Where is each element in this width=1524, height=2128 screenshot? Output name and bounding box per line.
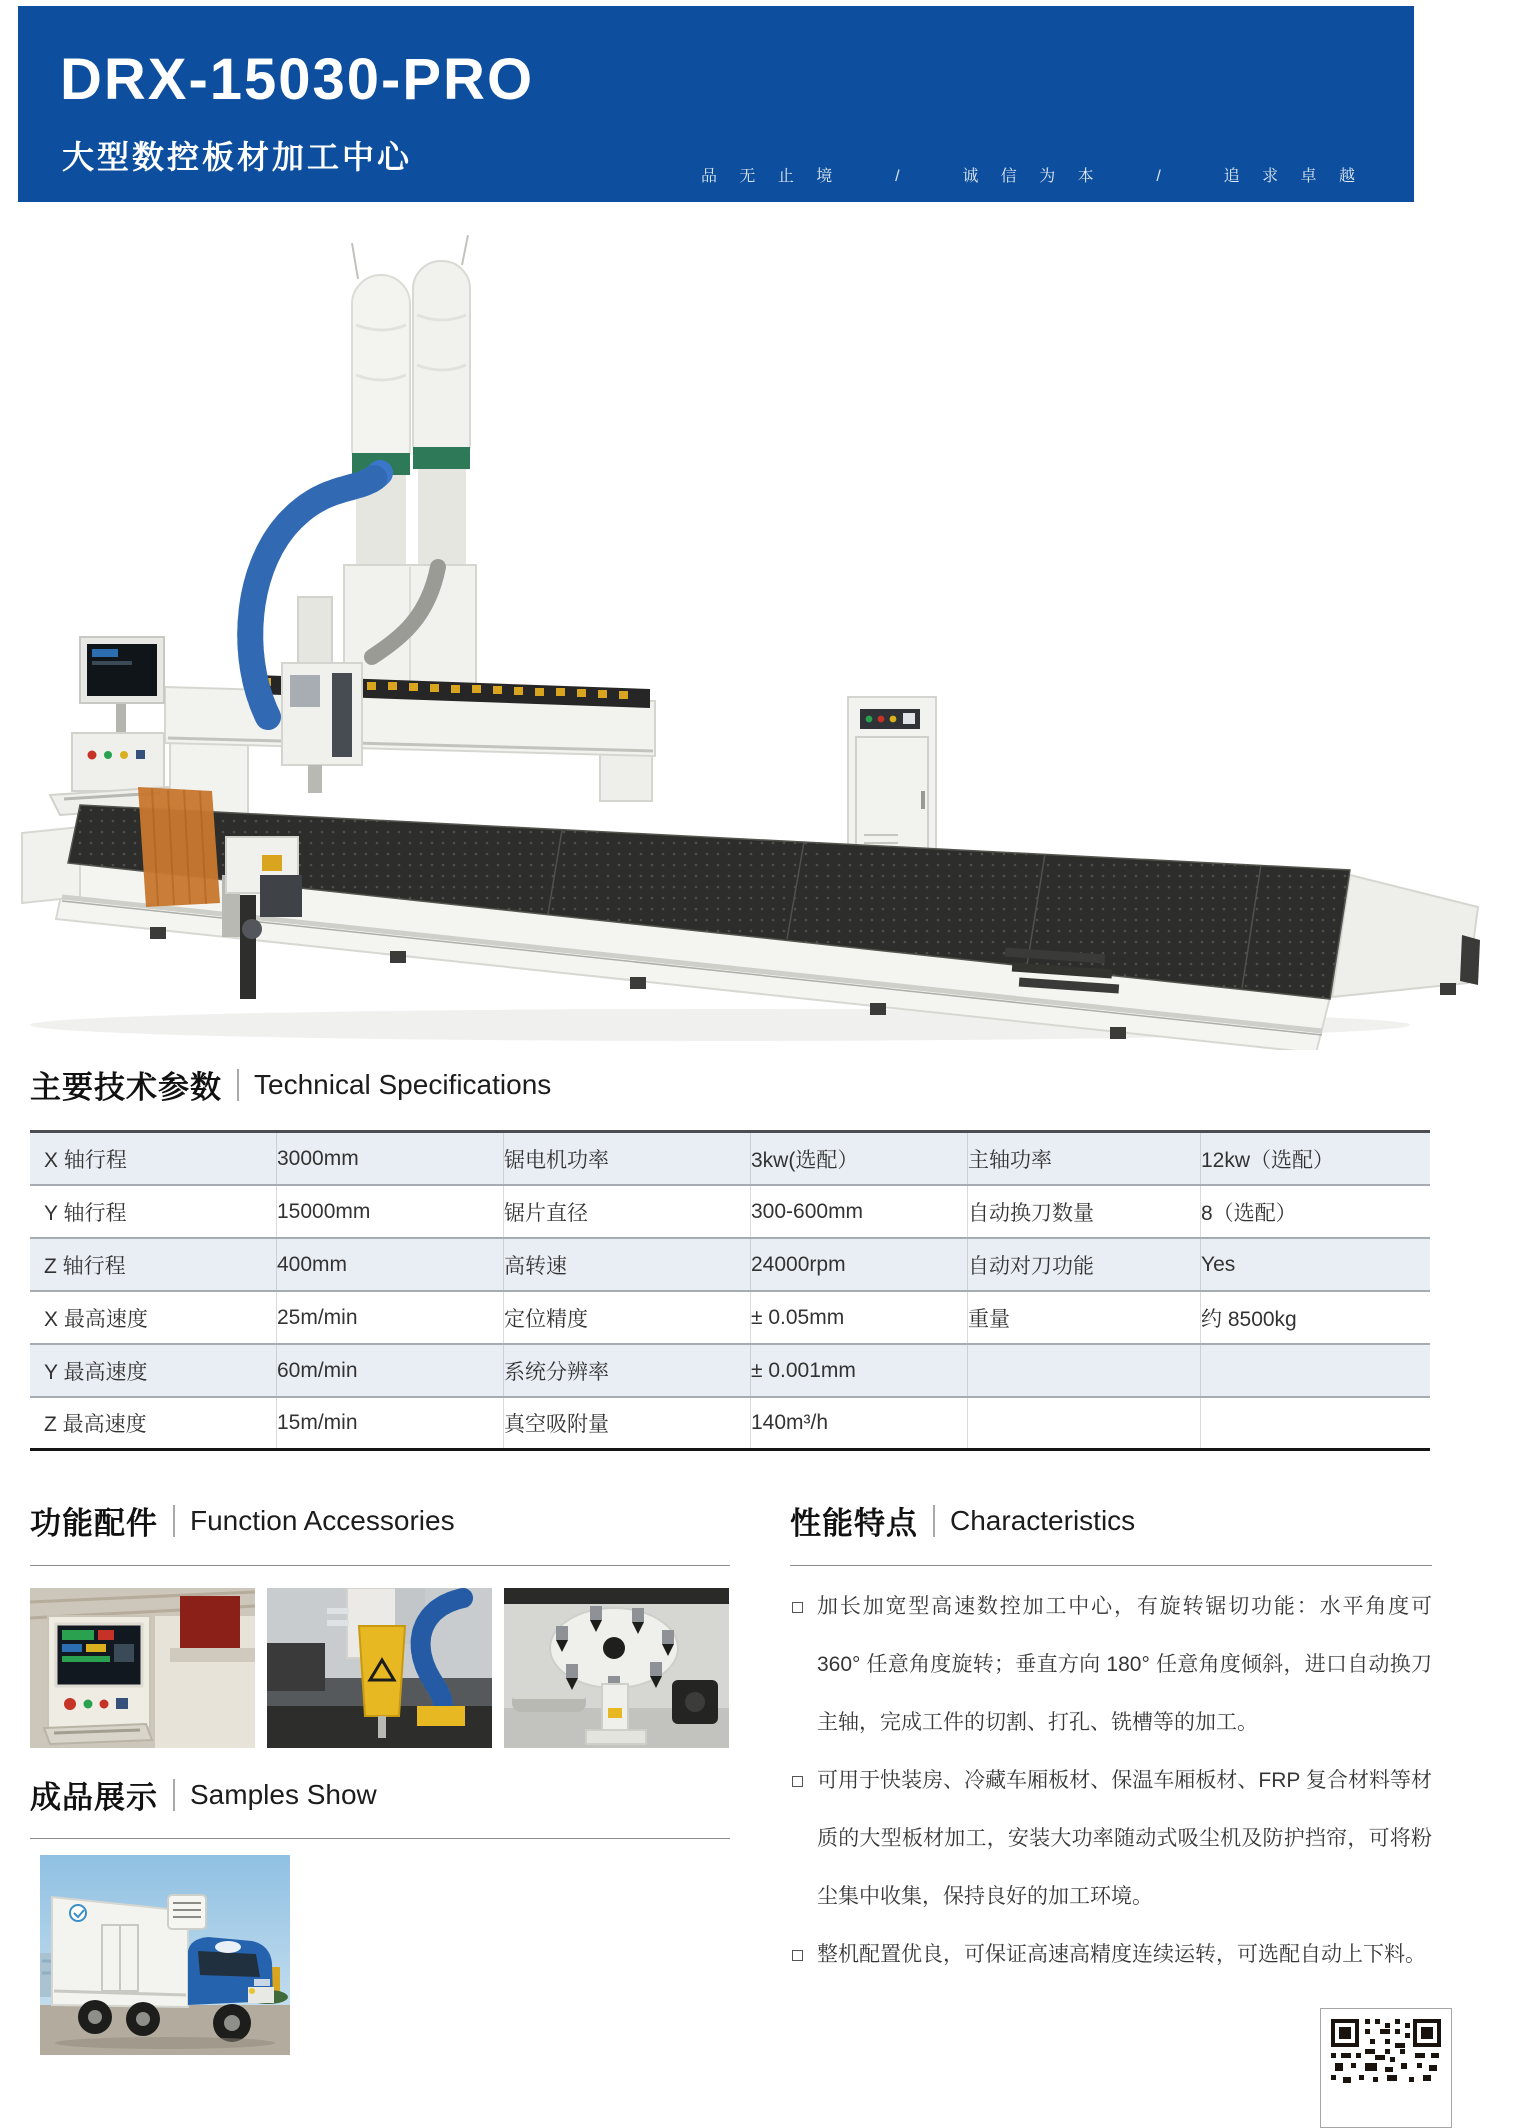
table-row	[30, 1292, 1430, 1345]
spec-value: 约 8500kg	[1200, 1292, 1444, 1343]
specs-title-zh: 主要技术参数	[30, 1070, 222, 1105]
spec-value: 60m/min	[276, 1345, 503, 1396]
heading-divider-bar	[237, 1069, 239, 1101]
spec-value: 15000mm	[276, 1186, 503, 1237]
spec-value	[1200, 1345, 1444, 1396]
spec-value: 12kw（选配）	[1200, 1133, 1444, 1184]
spec-label: Y 最高速度	[44, 1360, 148, 1384]
list-item	[790, 1926, 1432, 1984]
samples-title-zh: 成品展示	[30, 1780, 158, 1815]
characteristics-list	[790, 1578, 1432, 1984]
table-row	[30, 1133, 1430, 1186]
accessory-photo-spindle	[267, 1588, 492, 1748]
table-row	[30, 1186, 1430, 1239]
characteristic-text: 可用于快装房、冷藏车厢板材、保温车厢板材、FRP 复合材料等材质的大型板材加工，安装大功率随动式吸尘机及防护挡帘，可将粉尘集中收集，保持良好的加工环境。	[817, 1769, 1432, 1908]
specs-title-en: Technical Specifications	[254, 1068, 552, 1100]
spec-label: Z 轴行程	[44, 1254, 126, 1278]
qr-code	[1320, 2008, 1452, 2128]
characteristic-text: 整机配置优良，可保证高速高精度连续运转，可选配自动上下料。	[817, 1943, 1426, 1966]
accessory-photo-control-panel	[30, 1588, 255, 1748]
spec-label: 高转速	[503, 1239, 750, 1290]
spec-label: X 轴行程	[44, 1148, 127, 1172]
spec-label: 主轴功率	[967, 1133, 1200, 1184]
table-row	[30, 1398, 1430, 1451]
spec-label: X 最高速度	[44, 1307, 148, 1331]
spec-label: 自动换刀数量	[967, 1186, 1200, 1237]
accessories-section-heading	[30, 1498, 455, 1543]
spec-label: 系统分辨率	[503, 1345, 750, 1396]
accessory-photo-strip	[30, 1588, 730, 1748]
spec-value: 25m/min	[276, 1292, 503, 1343]
spec-value: ± 0.001mm	[750, 1345, 967, 1396]
accessory-photo-tool-changer	[504, 1588, 729, 1748]
spec-label: 定位精度	[503, 1292, 750, 1343]
spec-value	[1200, 1398, 1444, 1448]
table-row	[30, 1345, 1430, 1398]
product-subtitle: 大型数控板材加工中心	[62, 139, 413, 175]
bullet-square-icon	[792, 1776, 803, 1787]
spec-value: 3000mm	[276, 1133, 503, 1184]
spec-value: 8（选配）	[1200, 1186, 1444, 1237]
list-item	[790, 1578, 1432, 1752]
section-rule	[30, 1565, 730, 1566]
bullet-square-icon	[792, 1602, 803, 1613]
brand-tagline: 品 无 止 境 / 诚 信 为 本 / 追 求 卓 越	[700, 168, 1364, 185]
spec-label: 锯电机功率	[503, 1133, 750, 1184]
machine-product-photo	[0, 235, 1524, 1050]
heading-divider-bar	[173, 1779, 175, 1811]
characteristic-text: 加长加宽型高速数控加工中心，有旋转锯切功能：水平角度可 360° 任意角度旋转；垂直方向 180° 任意角度倾斜，进口自动换刀主轴，完成工件的切割、打孔、铣槽等的加工。	[817, 1595, 1432, 1734]
spec-table	[30, 1130, 1430, 1451]
table-row	[30, 1239, 1430, 1292]
spec-label: 真空吸附量	[503, 1398, 750, 1448]
spec-label: 自动对刀功能	[967, 1239, 1200, 1290]
spec-value: 15m/min	[276, 1398, 503, 1448]
list-item	[790, 1752, 1432, 1926]
samples-title-en: Samples Show	[190, 1778, 377, 1810]
spec-label	[967, 1345, 1200, 1396]
section-rule	[30, 1838, 730, 1839]
spec-label: 锯片直径	[503, 1186, 750, 1237]
accessories-title-zh: 功能配件	[30, 1506, 158, 1541]
heading-divider-bar	[933, 1505, 935, 1537]
header-banner	[18, 6, 1414, 202]
spec-value: 3kw(选配）	[750, 1133, 967, 1184]
spec-value: Yes	[1200, 1239, 1444, 1290]
samples-section-heading	[30, 1772, 377, 1817]
characteristics-title-en: Characteristics	[950, 1504, 1136, 1536]
spec-label: Y 轴行程	[44, 1201, 127, 1225]
spec-value: 140m³/h	[750, 1398, 967, 1448]
spec-label: Z 最高速度	[44, 1413, 147, 1436]
specs-section-heading	[30, 1062, 551, 1107]
product-model-title: DRX-15030-PRO	[60, 47, 535, 112]
sample-truck-photo	[40, 1855, 290, 2055]
spec-value: 24000rpm	[750, 1239, 967, 1290]
characteristics-section-heading	[790, 1498, 1135, 1543]
characteristics-title-zh: 性能特点	[790, 1506, 918, 1541]
spec-label: 重量	[967, 1292, 1200, 1343]
spec-value: 300-600mm	[750, 1186, 967, 1237]
spec-value: 400mm	[276, 1239, 503, 1290]
heading-divider-bar	[173, 1505, 175, 1537]
spec-value: ± 0.05mm	[750, 1292, 967, 1343]
accessories-title-en: Function Accessories	[190, 1504, 455, 1536]
spec-label	[967, 1398, 1200, 1448]
bullet-square-icon	[792, 1950, 803, 1961]
section-rule	[790, 1565, 1432, 1566]
